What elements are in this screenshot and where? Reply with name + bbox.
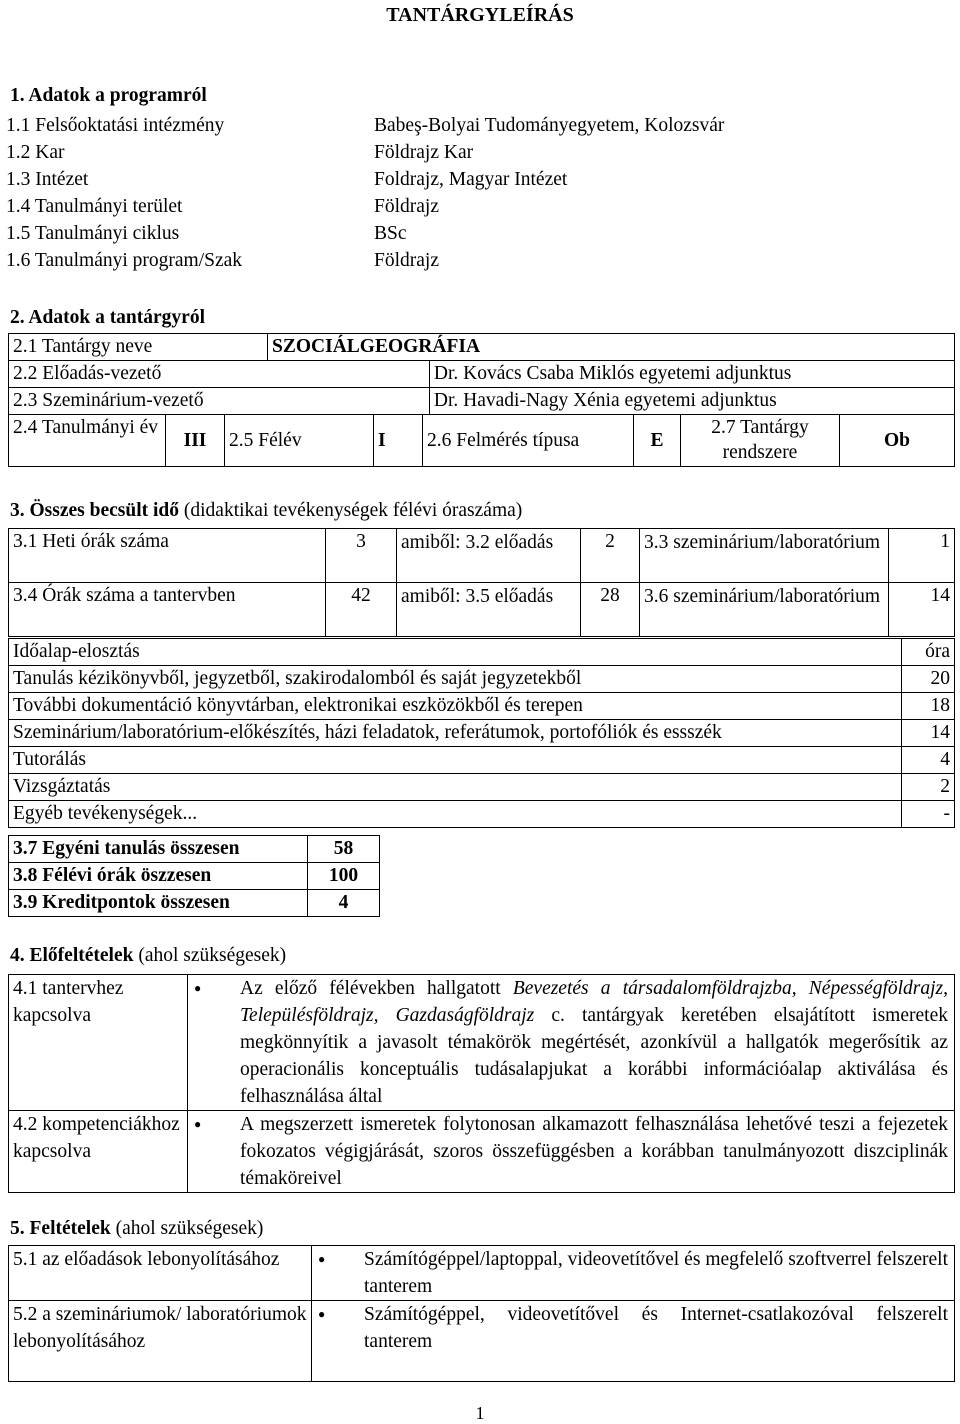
distribution-row <box>9 774 955 801</box>
lecture-conditions-item: ● Számítógéppel/laptoppal, videovetítővel és megfelelő szoftverrel felszerelt tanterem <box>316 1246 948 1300</box>
distribution-row <box>9 801 955 828</box>
subject-meta-table <box>8 414 955 467</box>
total-hours-label: 3.4 Órák száma a tantervben <box>9 583 326 637</box>
lecturer-label: 2.2 Előadás-vezető <box>9 361 430 388</box>
totals-row <box>9 890 380 917</box>
distribution-label: Időalap-elosztás <box>9 639 902 666</box>
section-5-heading-bold: 5. Feltételek <box>10 1218 111 1239</box>
weekly-lecture-label: amiből: 3.2 előadás <box>397 529 581 583</box>
weekly-hours-value: 3 <box>326 529 397 583</box>
year-label: 2.4 Tanulmányi év <box>9 415 166 467</box>
distribution-activity: Tanulás kézikönyvből, jegyzetből, szakirodalomból és saját jegyzetekből <box>9 666 902 693</box>
competence-prereq-item: ● A megszerzett ismeretek folytonosan alkamazott felhasználása lehetővé teszi a fejezetek fokozatos végigjárását, szoros összefüggésben a korábban tanulmányozott diszciplinák témaköreivel <box>192 1111 948 1192</box>
weekly-lecture-value: 2 <box>581 529 640 583</box>
section-5-heading-rest: (ahol szükségesek) <box>110 1218 264 1239</box>
section-3-heading-bold: 3. Összes becsült idő <box>10 500 180 521</box>
distribution-activity: Tutorálás <box>9 747 902 774</box>
prerequisites-table <box>8 974 955 1193</box>
lecturer-value: Dr. Kovács Csaba Miklós egyetemi adjunktus <box>429 361 954 388</box>
section-1-heading: 1. Adatok a programról <box>10 85 207 106</box>
distribution-hours: 4 <box>902 747 955 774</box>
document-title: TANTÁRGYLEÍRÁS <box>386 4 574 26</box>
seminar-label: 2.3 Szeminárium-vezető <box>9 388 430 415</box>
lecture-conditions-list <box>316 1246 948 1300</box>
program-data-value: Foldrajz, Magyar Intézet <box>374 169 568 190</box>
total-seminar-value: 14 <box>889 583 955 637</box>
total-lecture-value: 28 <box>581 583 640 637</box>
distribution-activity: További dokumentáció könyvtárban, elektronikai eszközökből és terepen <box>9 693 902 720</box>
program-data-value: Babeş-Bolyai Tudományegyetem, Kolozsvár <box>374 115 725 136</box>
program-data-table <box>6 112 724 274</box>
program-data-label: 1.6 Tanulmányi program/Szak <box>6 250 243 271</box>
seminar-conditions-cell <box>312 1301 955 1382</box>
section-3-heading-rest: (didaktikai tevékenységek félévi óraszáma) <box>179 500 523 521</box>
total-seminar-label: 3.6 szeminárium/laboratórium <box>640 583 889 637</box>
prereq-course-names: Bevezetés a társadalomföldrajzba, Népességföldrajz, Településföldrajz, Gazdaságföldrajz <box>240 978 948 1026</box>
curriculum-prereq-item <box>192 975 948 1110</box>
page-number: 1 <box>475 1403 485 1423</box>
distribution-row <box>9 666 955 693</box>
prereq-text-end: c. tantárgyak keretében elsajátított ismeretek megkönnyítik a javasolt témakörök megértését, azonkívül a hallgatók megerősítik az operacionális konceptuális tudásalapjukat a korábbi információalap aktiválása és felhasználása által <box>240 1005 948 1107</box>
total-lecture-label: amiből: 3.5 előadás <box>397 583 581 637</box>
distribution-hours: - <box>902 801 955 828</box>
program-data-row <box>6 247 724 274</box>
distribution-unit: óra <box>902 639 955 666</box>
regime-label: 2.7 Tantárgy rendszere <box>681 415 840 467</box>
totals-value: 4 <box>308 890 380 917</box>
program-data-label: 1.4 Tanulmányi terület <box>6 196 183 217</box>
semester-label: 2.5 Félév <box>225 415 374 467</box>
lecture-conditions-cell <box>312 1246 955 1301</box>
distribution-hours: 20 <box>902 666 955 693</box>
program-data-value: Földrajz <box>374 196 439 217</box>
totals-row <box>9 863 380 890</box>
program-data-label: 1.5 Tanulmányi ciklus <box>6 223 180 244</box>
time-table <box>8 528 955 637</box>
program-data-row <box>6 139 724 166</box>
distribution-activity: Egyéb tevékenységek... <box>9 801 902 828</box>
total-hours-value: 42 <box>326 583 397 637</box>
subject-name-value: SZOCIÁLGEOGRÁFIA <box>268 334 955 361</box>
totals-label: 3.8 Félévi órák öszzesen <box>9 863 308 890</box>
seminar-conditions-label: 5.2 a szemináriumok/ laboratóriumok lebonyolításához <box>9 1301 312 1382</box>
time-distribution-table <box>8 638 955 828</box>
program-data-row <box>6 166 724 193</box>
program-data-row <box>6 220 724 247</box>
totals-value: 58 <box>308 836 380 863</box>
program-data-row <box>6 193 724 220</box>
year-value: III <box>166 415 225 467</box>
seminar-conditions-list <box>316 1301 948 1355</box>
weekly-hours-label: 3.1 Heti órák száma <box>9 529 326 583</box>
section-4-heading <box>10 945 286 967</box>
curriculum-prereq-cell <box>188 975 955 1111</box>
program-data-value: BSc <box>374 223 407 244</box>
evaluation-label: 2.6 Felmérés típusa <box>423 415 634 467</box>
program-data-label: 1.2 Kar <box>6 142 65 163</box>
regime-value: Ob <box>840 415 955 467</box>
distribution-row <box>9 693 955 720</box>
seminar-value: Dr. Havadi-Nagy Xénia egyetemi adjunktus <box>429 388 954 415</box>
section-3-heading <box>10 500 522 522</box>
totals-label: 3.9 Kreditpontok összesen <box>9 890 308 917</box>
distribution-activity: Vizsgáztatás <box>9 774 902 801</box>
section-2-heading: 2. Adatok a tantárgyról <box>10 307 205 328</box>
weekly-seminar-value: 1 <box>889 529 955 583</box>
distribution-hours: 18 <box>902 693 955 720</box>
totals-table <box>8 835 380 917</box>
conditions-table <box>8 1245 955 1382</box>
lecture-conditions-label: 5.1 az előadások lebonyolításához <box>9 1246 312 1301</box>
program-data-value: Földrajz <box>374 250 439 271</box>
section-4-heading-bold: 4. Előfeltételek <box>10 945 134 966</box>
section-4-heading-rest: (ahol szükségesek) <box>133 945 287 966</box>
distribution-row <box>9 747 955 774</box>
prereq-text-start: Az előző félévekben hallgatott <box>240 978 513 999</box>
weekly-seminar-label: 3.3 szeminárium/laboratórium <box>640 529 889 583</box>
program-data-label: 1.3 Intézet <box>6 169 89 190</box>
distribution-hours: 2 <box>902 774 955 801</box>
competence-prereq-list <box>192 1111 948 1192</box>
competence-prereq-cell <box>188 1111 955 1193</box>
subject-name-label: 2.1 Tantárgy neve <box>9 334 268 361</box>
totals-row <box>9 836 380 863</box>
section-5-heading <box>10 1218 263 1240</box>
distribution-hours: 14 <box>902 720 955 747</box>
distribution-activity: Szeminárium/laboratórium-előkészítés, házi feladatok, referátumok, portofóliók és essszék <box>9 720 902 747</box>
totals-label: 3.7 Egyéni tanulás összesen <box>9 836 308 863</box>
distribution-row <box>9 720 955 747</box>
curriculum-prereq-label: 4.1 tantervhez kapcsolva <box>9 975 188 1111</box>
evaluation-value: E <box>634 415 681 467</box>
totals-value: 100 <box>308 863 380 890</box>
curriculum-prereq-list <box>192 975 948 1110</box>
semester-value: I <box>374 415 423 467</box>
program-data-label: 1.1 Felsőoktatási intézmény <box>6 115 225 136</box>
competence-prereq-label: 4.2 kompetenciákhoz kapcsolva <box>9 1111 188 1193</box>
program-data-row <box>6 112 724 139</box>
program-data-value: Földrajz Kar <box>374 142 474 163</box>
subject-data-table <box>8 333 955 415</box>
seminar-conditions-item: ● Számítógéppel, videovetítővel és Internet-csatlakozóval felszerelt tanterem <box>316 1301 948 1355</box>
